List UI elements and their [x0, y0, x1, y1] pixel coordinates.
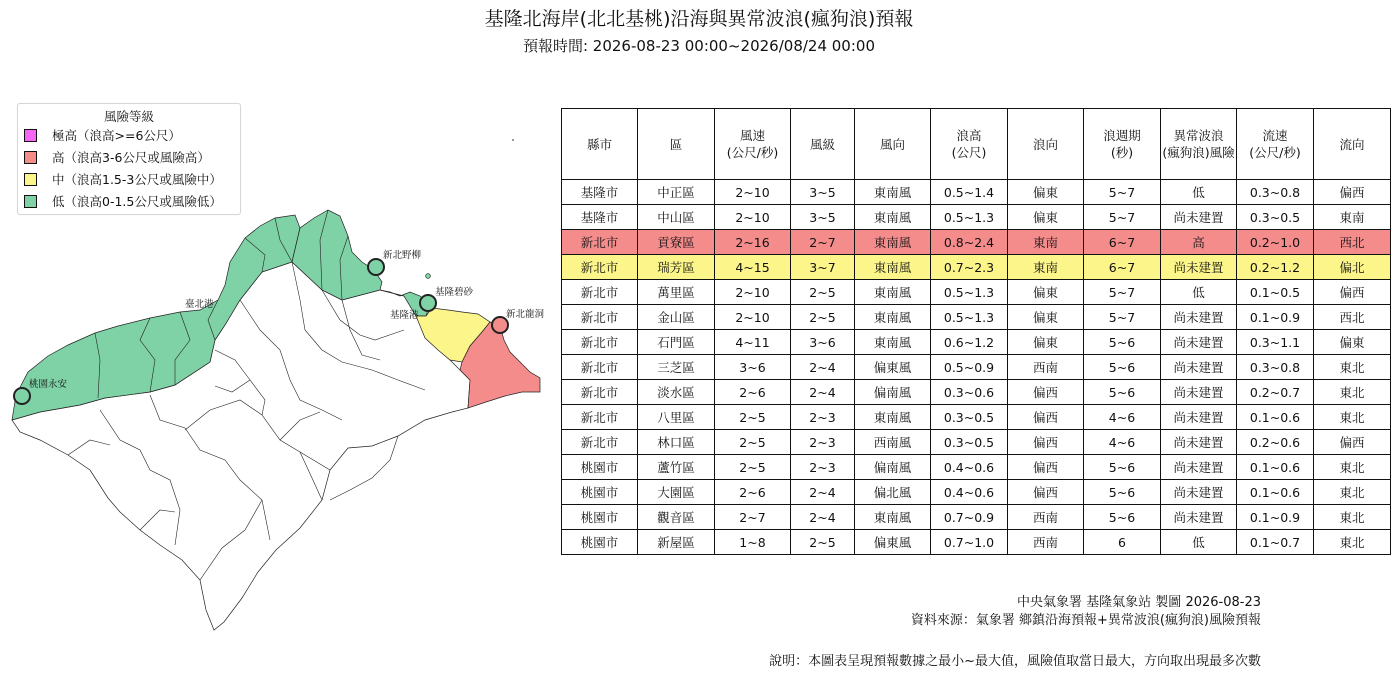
table-cell: 觀音區 — [638, 505, 715, 530]
table-cell: 2~4 — [791, 505, 855, 530]
table-cell: 2~5 — [791, 530, 855, 555]
table-cell: 2~4 — [791, 355, 855, 380]
legend-swatch-high — [24, 151, 37, 164]
table-cell: 5~6 — [1084, 505, 1161, 530]
table-cell: 大園區 — [638, 480, 715, 505]
table-cell: 偏北 — [1314, 255, 1391, 280]
table-cell: 偏西 — [1008, 380, 1084, 405]
table-cell: 4~11 — [715, 330, 791, 355]
table-cell: 桃園市 — [562, 480, 638, 505]
table-row — [562, 530, 1391, 555]
legend-item-high — [18, 147, 240, 169]
table-cell: 尚未建置 — [1161, 505, 1237, 530]
table-cell: 5~6 — [1084, 380, 1161, 405]
table-cell: 2~5 — [791, 305, 855, 330]
table-cell: 0.1~0.5 — [1237, 280, 1314, 305]
table-cell: 尚未建置 — [1161, 355, 1237, 380]
table-cell: 新北市 — [562, 355, 638, 380]
table-cell: 偏西 — [1008, 455, 1084, 480]
station-marker-bisha[interactable] — [420, 295, 436, 311]
table-cell: 0.3~0.8 — [1237, 180, 1314, 205]
table-cell: 0.4~0.6 — [931, 480, 1008, 505]
legend-swatch-medium — [24, 173, 37, 186]
legend-swatch-extreme — [24, 129, 37, 142]
islet — [512, 139, 514, 141]
table-cell: 5~6 — [1084, 480, 1161, 505]
legend-label: 極高（浪高>=6公尺） — [52, 128, 181, 143]
legend-item-medium — [18, 169, 240, 191]
table-cell: 5~7 — [1084, 205, 1161, 230]
table-cell: 3~6 — [791, 330, 855, 355]
table-cell: 西南 — [1008, 355, 1084, 380]
table-cell: 2~5 — [791, 280, 855, 305]
data-source: 資料來源：氣象署 鄉鎮沿海預報+異常波浪(瘋狗浪)風險預報 — [910, 613, 1261, 628]
table-cell: 6~7 — [1084, 255, 1161, 280]
table-cell: 淡水區 — [638, 380, 715, 405]
table-row — [562, 505, 1391, 530]
table-cell: 2~3 — [791, 405, 855, 430]
table-cell: 2~4 — [791, 380, 855, 405]
table-cell: 貢寮區 — [638, 230, 715, 255]
station-label-yongan: 桃園永安 — [29, 379, 68, 390]
table-cell: 2~16 — [715, 230, 791, 255]
table-cell: 偏西 — [1008, 480, 1084, 505]
table-cell: 3~6 — [715, 355, 791, 380]
table-cell: 桃園市 — [562, 505, 638, 530]
table-cell: 東北 — [1314, 505, 1391, 530]
table-cell: 4~6 — [1084, 430, 1161, 455]
table-cell: 3~7 — [791, 255, 855, 280]
table-cell: 尚未建置 — [1161, 305, 1237, 330]
port-label-taipei: 臺北港 — [185, 299, 214, 310]
column-header: 浪向 — [1008, 109, 1084, 180]
table-cell: 0.4~0.6 — [931, 455, 1008, 480]
table-cell: 0.5~1.3 — [931, 205, 1008, 230]
table-cell: 0.1~0.9 — [1237, 505, 1314, 530]
table-cell: 東北 — [1314, 380, 1391, 405]
table-cell: 西北 — [1314, 230, 1391, 255]
table-cell: 2~3 — [791, 430, 855, 455]
table-cell: 西南風 — [855, 430, 931, 455]
table-cell: 偏西 — [1008, 405, 1084, 430]
table-cell: 東南風 — [855, 405, 931, 430]
table-cell: 中山區 — [638, 205, 715, 230]
table-cell: 0.3~0.5 — [1237, 205, 1314, 230]
column-header: 風級 — [791, 109, 855, 180]
table-cell: 尚未建置 — [1161, 380, 1237, 405]
table-cell: 0.2~0.6 — [1237, 430, 1314, 455]
table-cell: 0.3~1.1 — [1237, 330, 1314, 355]
column-header: 流速 (公尺/秒) — [1237, 109, 1314, 180]
table-cell: 瑞芳區 — [638, 255, 715, 280]
risk-legend — [17, 103, 241, 215]
table-cell: 低 — [1161, 530, 1237, 555]
legend-item-extreme — [18, 125, 240, 147]
table-cell: 尚未建置 — [1161, 430, 1237, 455]
table-cell: 2~3 — [791, 455, 855, 480]
table-cell: 偏東 — [1008, 330, 1084, 355]
table-cell: 東北 — [1314, 355, 1391, 380]
table-cell: 2~7 — [791, 230, 855, 255]
table-cell: 東南風 — [855, 305, 931, 330]
table-row — [562, 230, 1391, 255]
legend-swatch-low — [24, 195, 37, 208]
table-cell: 2~5 — [715, 430, 791, 455]
legend-label: 中（浪高1.5-3公尺或風險中） — [52, 172, 222, 187]
table-cell: 2~10 — [715, 180, 791, 205]
table-cell: 6 — [1084, 530, 1161, 555]
table-cell: 東北 — [1314, 530, 1391, 555]
table-cell: 5~6 — [1084, 355, 1161, 380]
table-row — [562, 255, 1391, 280]
table-cell: 偏東風 — [855, 530, 931, 555]
table-cell: 偏東風 — [855, 355, 931, 380]
table-cell: 2~7 — [715, 505, 791, 530]
station-label-longdong: 新北龍洞 — [506, 309, 545, 320]
table-cell: 西北 — [1314, 305, 1391, 330]
table-row — [562, 455, 1391, 480]
legend-title: 風險等級 — [103, 109, 154, 124]
table-row — [562, 430, 1391, 455]
table-cell: 東南風 — [855, 505, 931, 530]
table-cell: 尚未建置 — [1161, 405, 1237, 430]
table-cell: 蘆竹區 — [638, 455, 715, 480]
column-header: 區 — [638, 109, 715, 180]
table-cell: 偏西 — [1314, 280, 1391, 305]
table-cell: 0.2~1.2 — [1237, 255, 1314, 280]
table-cell: 0.1~0.6 — [1237, 455, 1314, 480]
table-row — [562, 355, 1391, 380]
table-cell: 偏南風 — [855, 455, 931, 480]
table-cell: 偏南風 — [855, 380, 931, 405]
table-cell: 偏西 — [1314, 180, 1391, 205]
table-cell: 西南 — [1008, 530, 1084, 555]
column-header: 風向 — [855, 109, 931, 180]
table-cell: 0.3~0.5 — [931, 405, 1008, 430]
table-cell: 2~10 — [715, 305, 791, 330]
table-cell: 尚未建置 — [1161, 255, 1237, 280]
table-cell: 桃園市 — [562, 530, 638, 555]
table-cell: 萬里區 — [638, 280, 715, 305]
table-cell: 0.5~1.4 — [931, 180, 1008, 205]
table-cell: 新北市 — [562, 305, 638, 330]
table-cell: 0.3~0.5 — [931, 430, 1008, 455]
table-cell: 新北市 — [562, 380, 638, 405]
table-cell: 東南風 — [855, 280, 931, 305]
station-label-yehliu: 新北野柳 — [383, 250, 422, 261]
table-row — [562, 205, 1391, 230]
table-row — [562, 480, 1391, 505]
station-label-bisha: 基隆碧砂 — [435, 287, 474, 298]
table-cell: 偏東 — [1314, 330, 1391, 355]
table-cell: 2~6 — [715, 480, 791, 505]
table-cell: 東南風 — [855, 180, 931, 205]
column-header: 風速 (公尺/秒) — [715, 109, 791, 180]
table-cell: 三芝區 — [638, 355, 715, 380]
table-cell: 偏東 — [1008, 205, 1084, 230]
table-cell: 八里區 — [638, 405, 715, 430]
table-cell: 西南 — [1008, 505, 1084, 530]
forecast-period: 預報時間: 2026-08-23 00:00~2026/08/24 00:00 — [522, 37, 875, 55]
table-cell: 5~7 — [1084, 280, 1161, 305]
station-marker-yehliu[interactable] — [368, 259, 384, 275]
table-cell: 新北市 — [562, 330, 638, 355]
table-cell: 低 — [1161, 280, 1237, 305]
table-cell: 低 — [1161, 180, 1237, 205]
table-cell: 東南風 — [855, 205, 931, 230]
table-cell: 東北 — [1314, 455, 1391, 480]
table-cell: 新屋區 — [638, 530, 715, 555]
table-cell: 石門區 — [638, 330, 715, 355]
table-cell: 金山區 — [638, 305, 715, 330]
table-cell: 2~6 — [715, 380, 791, 405]
table-row — [562, 280, 1391, 305]
column-header: 流向 — [1314, 109, 1391, 180]
table-cell: 東北 — [1314, 480, 1391, 505]
table-cell: 0.2~1.0 — [1237, 230, 1314, 255]
table-cell: 5~6 — [1084, 455, 1161, 480]
table-cell: 0.7~1.0 — [931, 530, 1008, 555]
table-cell: 0.5~1.3 — [931, 305, 1008, 330]
table-cell: 東南 — [1008, 230, 1084, 255]
table-cell: 偏東 — [1008, 305, 1084, 330]
table-cell: 新北市 — [562, 405, 638, 430]
legend-label: 高（浪高3-6公尺或風險高） — [52, 150, 210, 165]
table-cell: 偏東 — [1008, 280, 1084, 305]
table-cell: 4~15 — [715, 255, 791, 280]
column-header: 縣市 — [562, 109, 638, 180]
map-title: 基隆北海岸(北北基桃)沿海與異常波浪(瘋狗浪)預報 — [484, 8, 914, 30]
table-cell: 新北市 — [562, 280, 638, 305]
table-row — [562, 305, 1391, 330]
table-cell: 3~5 — [791, 180, 855, 205]
table-cell: 1~8 — [715, 530, 791, 555]
station-marker-yongan[interactable] — [14, 388, 30, 404]
table-cell: 尚未建置 — [1161, 480, 1237, 505]
table-cell: 2~5 — [715, 455, 791, 480]
table-cell: 偏北風 — [855, 480, 931, 505]
table-cell: 0.1~0.7 — [1237, 530, 1314, 555]
table-cell: 新北市 — [562, 255, 638, 280]
table-cell: 高 — [1161, 230, 1237, 255]
table-cell: 偏西 — [1314, 430, 1391, 455]
table-cell: 6~7 — [1084, 230, 1161, 255]
islet — [426, 274, 431, 279]
table-cell: 5~7 — [1084, 305, 1161, 330]
table-row — [562, 330, 1391, 355]
column-header: 浪週期 (秒) — [1084, 109, 1161, 180]
legend-label: 低（浪高0-1.5公尺或風險低） — [52, 194, 222, 209]
table-cell: 中正區 — [638, 180, 715, 205]
column-header: 浪高 (公尺) — [931, 109, 1008, 180]
table-cell: 2~4 — [791, 480, 855, 505]
table-cell: 尚未建置 — [1161, 330, 1237, 355]
footnote: 說明：本圖表呈現預報數據之最小~最大值，風險值取當日最大，方向取出現最多次數 — [769, 654, 1261, 669]
table-cell: 新北市 — [562, 430, 638, 455]
table-cell: 0.1~0.9 — [1237, 305, 1314, 330]
table-cell: 2~5 — [715, 405, 791, 430]
table-cell: 東南 — [1008, 255, 1084, 280]
table-cell: 尚未建置 — [1161, 455, 1237, 480]
table-body — [562, 180, 1391, 555]
table-cell: 基隆市 — [562, 205, 638, 230]
table-cell: 偏東 — [1008, 180, 1084, 205]
table-cell: 東南風 — [855, 255, 931, 280]
legend-item-low — [18, 191, 240, 213]
table-cell: 偏西 — [1008, 430, 1084, 455]
table-cell: 0.7~2.3 — [931, 255, 1008, 280]
forecast-table — [561, 108, 1391, 555]
table-row — [562, 380, 1391, 405]
table-cell: 0.6~1.2 — [931, 330, 1008, 355]
table-cell: 5~6 — [1084, 330, 1161, 355]
table-cell: 東南風 — [855, 330, 931, 355]
table-row — [562, 180, 1391, 205]
table-cell: 0.1~0.6 — [1237, 480, 1314, 505]
table-cell: 東北 — [1314, 405, 1391, 430]
table-cell: 基隆市 — [562, 180, 638, 205]
table-cell: 0.5~1.3 — [931, 280, 1008, 305]
table-cell: 新北市 — [562, 230, 638, 255]
table-cell: 0.1~0.6 — [1237, 405, 1314, 430]
column-header: 異常波浪 (瘋狗浪)風險 — [1161, 109, 1237, 180]
table-header-row — [562, 109, 1391, 180]
table-cell: 4~6 — [1084, 405, 1161, 430]
table-cell: 桃園市 — [562, 455, 638, 480]
map-credit: 中央氣象署 基隆氣象站 製圖 2026-08-23 — [1017, 595, 1261, 610]
table-cell: 尚未建置 — [1161, 205, 1237, 230]
table-cell: 2~10 — [715, 280, 791, 305]
table-cell: 5~7 — [1084, 180, 1161, 205]
table-cell: 0.8~2.4 — [931, 230, 1008, 255]
table-cell: 東南風 — [855, 230, 931, 255]
table-cell: 2~10 — [715, 205, 791, 230]
table-cell: 東南 — [1314, 205, 1391, 230]
table-cell: 林口區 — [638, 430, 715, 455]
port-label-keelung: 基隆港 — [390, 310, 419, 321]
table-cell: 0.3~0.8 — [1237, 355, 1314, 380]
table-cell: 3~5 — [791, 205, 855, 230]
table-cell: 0.3~0.6 — [931, 380, 1008, 405]
table-cell: 0.2~0.7 — [1237, 380, 1314, 405]
table-cell: 0.5~0.9 — [931, 355, 1008, 380]
table-row — [562, 405, 1391, 430]
table-cell: 0.7~0.9 — [931, 505, 1008, 530]
